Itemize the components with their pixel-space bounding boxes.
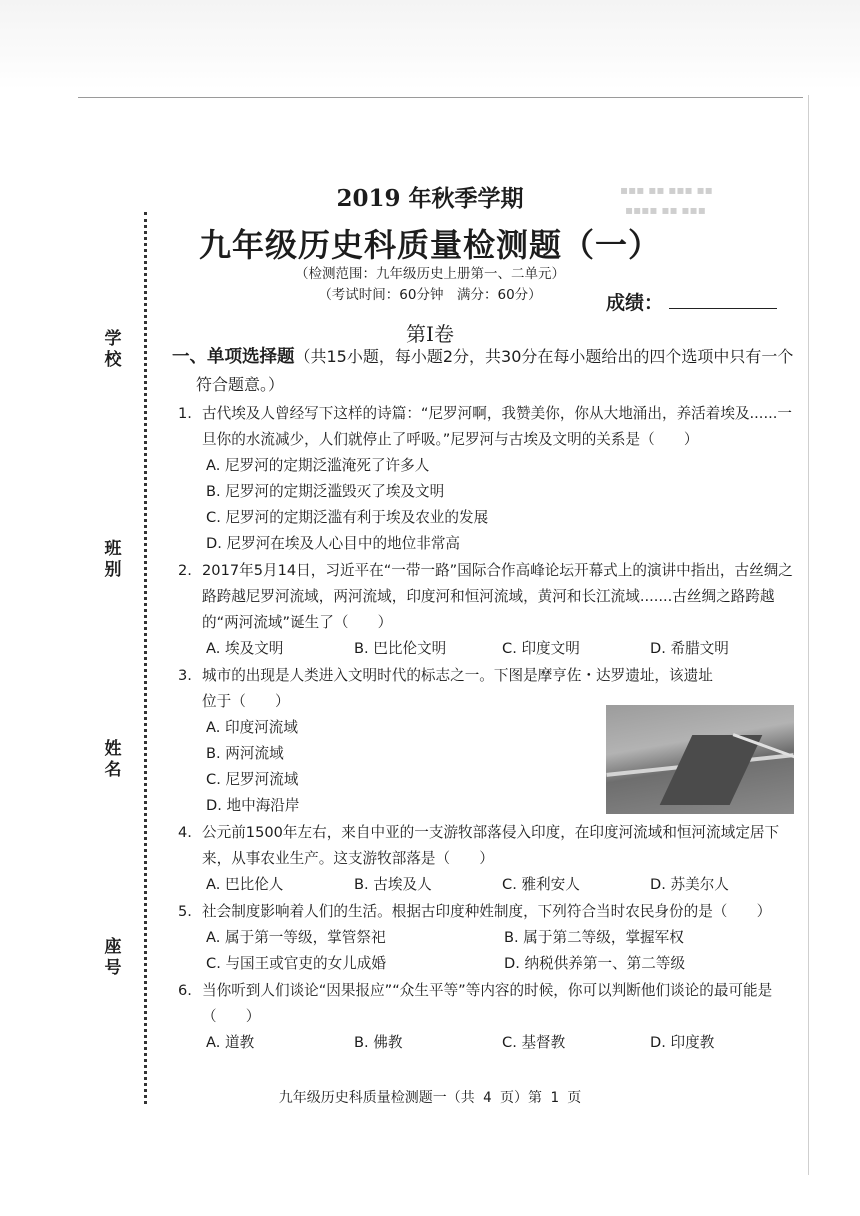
mohenjo-daro-ruins-photo <box>606 705 794 814</box>
question-6: 6. 当你听到人们谈论“因果报应”“众生平等”等内容的时候，你可以判断他们谈论的最可能是（ ） <box>178 982 773 1025</box>
options-row <box>172 925 802 951</box>
question-content <box>172 343 802 1056</box>
question-stem: 城市的出现是人类进入文明时代的标志之一。下图是摩亨佐・达罗遗址，该遗址 <box>202 667 713 684</box>
exam-scope: （检测范围：九年级历史上册第一、二单元） <box>295 266 565 282</box>
option-b: B. 两河流域 <box>206 745 284 762</box>
option-b: B. 佛教 <box>354 1034 403 1051</box>
question-stem: 公元前1500年左右，来自中亚的一支游牧部落侵入印度，在印度河流域和恒河流域定居下来，从事农业生产。这支游牧部落是（ ） <box>202 824 780 867</box>
question-4: 4. 公元前1500年左右，来自中亚的一支游牧部落侵入印度，在印度河流域和恒河流域定居下来，从事农业生产。这支游牧部落是（ ） <box>178 824 780 867</box>
option-c: C. 雅利安人 <box>502 876 580 893</box>
option-d: D. 苏美尔人 <box>650 876 729 893</box>
section-heading: 一、单项选择题（共15小题，每小题2分，共30分在每小题给出的四个选项中只有一个符合题意。） <box>172 347 794 394</box>
options-row <box>172 1030 802 1056</box>
option-c: C. 基督教 <box>502 1034 566 1051</box>
option-a: A. 印度河流域 <box>206 719 298 736</box>
name-label: 姓名 <box>104 739 122 780</box>
option-a: A. 巴比伦人 <box>206 876 284 893</box>
option-d: D. 地中海沿岸 <box>206 797 300 814</box>
question-stem: 2017年5月14日，习近平在“一带一路”国际合作高峰论坛开幕式上的演讲中指出，古丝绸之路跨越尼罗河流域，两河流域，印度河和恒河流域，黄河和长江流域.......古丝绸之路跨越的“两河流域”诞生了（ ） <box>202 562 793 631</box>
option-c: C. 印度文明 <box>502 640 580 657</box>
question-2: 2. 2017年5月14日，习近平在“一带一路”国际合作高峰论坛开幕式上的演讲中指出，古丝绸之路跨越尼罗河流域，两河流域，印度河和恒河流域，黄河和长江流域.......古丝绸之路跨越的“两河流域”诞生了（ ） <box>178 562 793 631</box>
option-b: B. 巴比伦文明 <box>354 640 447 657</box>
question-stem: 社会制度影响着人们的生活。根据古印度种姓制度，下列符合当时农民身份的是（ ） <box>202 903 772 920</box>
question-stem-line2: 位于（ ） <box>202 693 290 710</box>
question-stem: 古代埃及人曾经写下这样的诗篇：“尼罗河啊，我赞美你，你从大地涌出，养活着埃及......一旦你的水流减少，人们就停止了呼吸。”尼罗河与古埃及文明的关系是（ ） <box>202 405 792 448</box>
score-blank <box>669 294 777 309</box>
option-d: D. 尼罗河在埃及人心目中的地位非常高 <box>206 535 461 552</box>
class-label: 班别 <box>104 539 122 580</box>
year-term-title: 2019 年秋季学期 <box>336 185 524 212</box>
options-row <box>172 951 802 977</box>
photo-bath-pit <box>660 735 763 805</box>
option-d: D. 纳税供养第一、第二等级 <box>504 955 686 972</box>
exam-info: （考试时间：60分钟 满分：60分） <box>318 287 542 303</box>
option-a: A. 道教 <box>206 1034 255 1051</box>
volume-heading: 第I卷 <box>406 322 454 346</box>
option-c: C. 尼罗河流域 <box>206 771 299 788</box>
option-c: C. 与国王或官吏的女儿成婚 <box>206 955 387 972</box>
option-b: B. 属于第二等级，掌握军权 <box>504 929 684 946</box>
option-c: C. 尼罗河的定期泛滥有利于埃及农业的发展 <box>206 509 489 526</box>
options-row <box>172 872 802 898</box>
question-5: 5. 社会制度影响着人们的生活。根据古印度种姓制度，下列符合当时农民身份的是（ ） <box>178 903 772 920</box>
options-row <box>172 636 802 662</box>
exam-title: 九年级历史科质量检测题（一） <box>198 226 661 264</box>
top-rule <box>78 97 803 98</box>
score-field <box>606 288 777 315</box>
school-label: 学校 <box>104 329 122 370</box>
score-label: 成绩： <box>606 292 664 314</box>
question-stem: 当你听到人们谈论“因果报应”“众生平等”等内容的时候，你可以判断他们谈论的最可能是（ ） <box>202 982 773 1025</box>
option-a: A. 尼罗河的定期泛滥淹死了许多人 <box>206 457 430 474</box>
bleed-through-mark: ▪▪▪▪ ▪▪ ▪▪▪ <box>625 203 706 217</box>
option-d: D. 希腊文明 <box>650 640 729 657</box>
question-1: 1. 古代埃及人曾经写下这样的诗篇：“尼罗河啊，我赞美你，你从大地涌出，养活着埃及......一旦你的水流减少，人们就停止了呼吸。”尼罗河与古埃及文明的关系是（ ） <box>178 405 792 448</box>
bleed-through-mark: ▪▪▪ ▪▪ ▪▪▪ ▪▪ <box>620 183 713 197</box>
option-d: D. 印度教 <box>650 1034 715 1051</box>
page-footer: 九年级历史科质量检测题一（共 4 页）第 1 页 <box>278 1090 582 1106</box>
option-b: B. 古埃及人 <box>354 876 432 893</box>
question-3: 3. 城市的出现是人类进入文明时代的标志之一。下图是摩亨佐・达罗遗址，该遗址 位于（ ） <box>178 667 713 710</box>
option-b: B. 尼罗河的定期泛滥毁灭了埃及文明 <box>206 483 445 500</box>
seat-number-label: 座号 <box>104 937 122 978</box>
option-a: A. 属于第一等级，掌管祭祀 <box>206 929 386 946</box>
option-a: A. 埃及文明 <box>206 640 284 657</box>
